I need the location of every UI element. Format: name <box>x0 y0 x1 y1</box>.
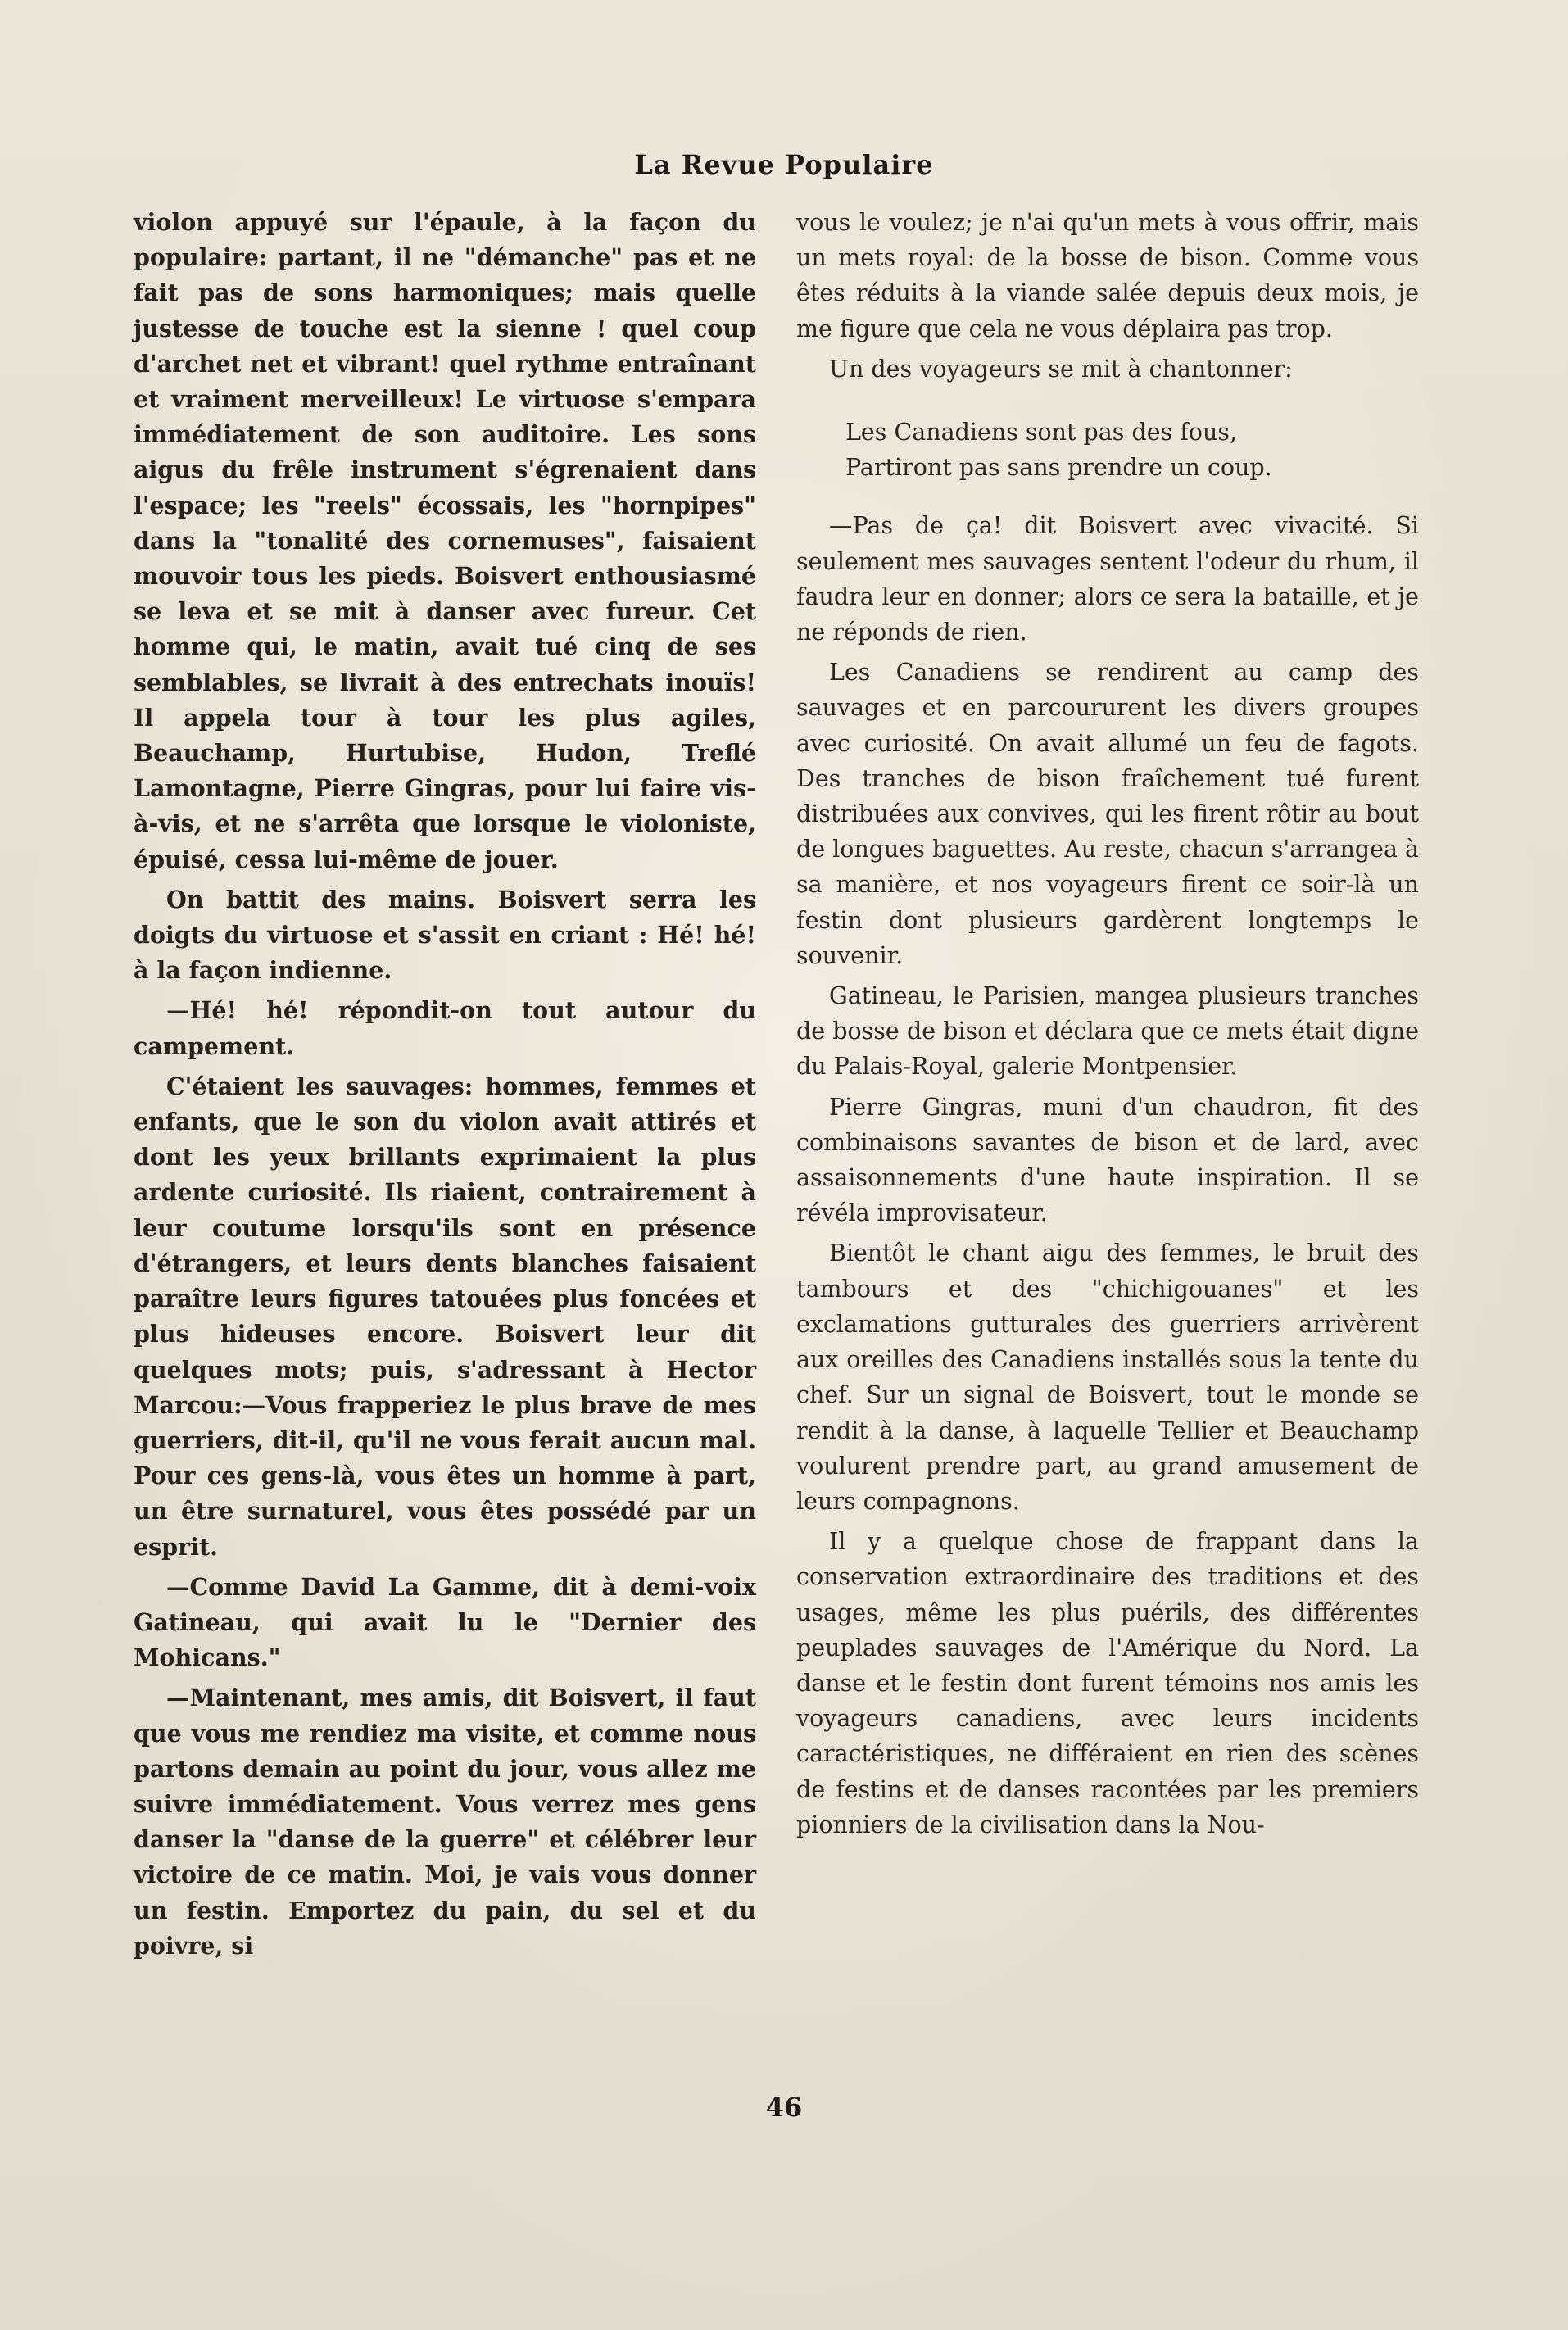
paragraph: vous le voulez; je n'ai qu'un mets à vous offrir, mais un mets royal: de la bosse de bison. Comme vous êtes réduits à la viande salée depuis deux mois, je me figure que cela ne vous déplaira pas trop. <box>796 209 1419 342</box>
verse-line: Les Canadiens sont pas des fous, <box>845 419 1238 447</box>
left-text-column <box>134 205 756 1969</box>
running-header: La Revue Populaire <box>634 149 934 180</box>
paragraph: Un des voyageurs se mit à chantonner: <box>829 355 1293 383</box>
paragraph: —Comme David La Gamme, dit à demi-voix Gatineau, qui avait lu le "Dernier des Mohicans." <box>134 1572 756 1672</box>
paragraph: Bientôt le chant aigu des femmes, le bruit des tambours et des "chichigouanes" et les exclamations gutturales des guerriers arrivèrent aux oreilles des Canadiens installés sous la tente du chef. Sur un signal de Boisvert, tout le monde se rendit à la danse, à laquelle Tellier et Beauchamp voulurent prendre part, au grand amusement de leurs compagnons. <box>796 1240 1419 1515</box>
paragraph: —Hé! hé! répondit-on tout autour du campement. <box>134 996 756 1060</box>
paragraph: Gatineau, le Parisien, mangea plusieurs tranches de bosse de bison et déclara que ce mets était digne du Palais-Royal, galerie Montpensier. <box>796 982 1419 1081</box>
paragraph: Pierre Gingras, muni d'un chaudron, fit des combinaisons savantes de bison et de lard, avec assaisonnements d'une haute inspiration. Il se révéla improvisateur. <box>796 1093 1419 1227</box>
song-verse <box>845 415 1419 485</box>
paragraph: Les Canadiens se rendirent au camp des sauvages et en parcoururent les divers groupes avec curiosité. On avait allumé un feu de fagots. Des tranches de bison fraîchement tué furent distribuées aux convives, qui les firent rôtir au bout de longues baguettes. Au reste, chacun s'arrangea à sa manière, et nos voyageurs firent ce soir-là un festin dont plusieurs gardèrent longtemps le souvenir. <box>796 659 1419 969</box>
paragraph: —Maintenant, mes amis, dit Boisvert, il faut que vous me rendiez ma visite, et comme nous partons demain au point du jour, vous allez me suivre immédiatement. Vous verrez mes gens danser la "danse de la guerre" et célébrer leur victoire de ce matin. Moi, je vais vous donner un festin. Emportez du pain, du sel et du poivre, si <box>134 1684 756 1960</box>
verse-line: Partiront pas sans prendre un coup. <box>845 454 1272 482</box>
paragraph: —Pas de ça! dit Boisvert avec vivacité. Si seulement mes sauvages sentent l'odeur du rhum, il faudra leur en donner; alors ce sera la bataille, et je ne réponds de rien. <box>796 512 1419 646</box>
page-number: 46 <box>765 2092 803 2123</box>
paragraph: Il y a quelque chose de frappant dans la conservation extraordinaire des traditions et des usages, même les plus puérils, des différentes peuplades sauvages de l'Amérique du Nord. La danse et le festin dont furent témoins nos amis les voyageurs canadiens, avec leurs incidents caractéristiques, ne différaient en rien des scènes de festins et de danses racontées par les premiers pionniers de la civilisation dans la Nou- <box>796 1528 1419 1838</box>
right-text-column <box>796 205 1419 1847</box>
paragraph: On battit des mains. Boisvert serra les doigts du virtuose et s'assit en criant : Hé! hé! à la façon indienne. <box>134 885 756 985</box>
paragraph: violon appuyé sur l'épaule, à la façon du populaire: partant, il ne "démanche" pas et ne fait pas de sons harmoniques; mais quelle justesse de touche est la sienne ! quel coup d'archet net et vibrant! quel rythme entraînant et vraiment merveilleux! Le virtuose s'empara immédiatement de son auditoire. Les sons aigus du frêle instrument s'égrenaient dans l'espace; les "reels" écossais, les "hornpipes" dans la "tonalité des cornemuses", faisaient mouvoir tous les pieds. Boisvert enthousiasmé se leva et se mit à danser avec fureur. Cet homme qui, le matin, avait tué cinq de ses semblables, se livrait à des entrechats inouïs! Il appela tour à tour les plus agiles, Beauchamp, Hurtubise, Hudon, Treflé Lamontagne, Pierre Gingras, pour lui faire vis-à-vis, et ne s'arrêta que lorsque le violoniste, épuisé, cessa lui-même de jouer. <box>134 208 756 873</box>
paragraph: C'étaient les sauvages: hommes, femmes et enfants, que le son du violon avait attirés et dont les yeux brillants exprimaient la plus ardente curiosité. Ils riaient, contrairement à leur coutume lorsqu'ils sont en présence d'étrangers, et leurs dents blanches faisaient paraître leurs figures tatouées plus foncées et plus hideuses encore. Boisvert leur dit quelques mots; puis, s'adressant à Hector Marcou:—Vous frapperiez le plus brave de mes guerriers, dit-il, qu'il ne vous ferait aucun mal. Pour ces gens-là, vous êtes un homme à part, un être surnaturel, vous êtes possédé par un esprit. <box>134 1072 756 1561</box>
